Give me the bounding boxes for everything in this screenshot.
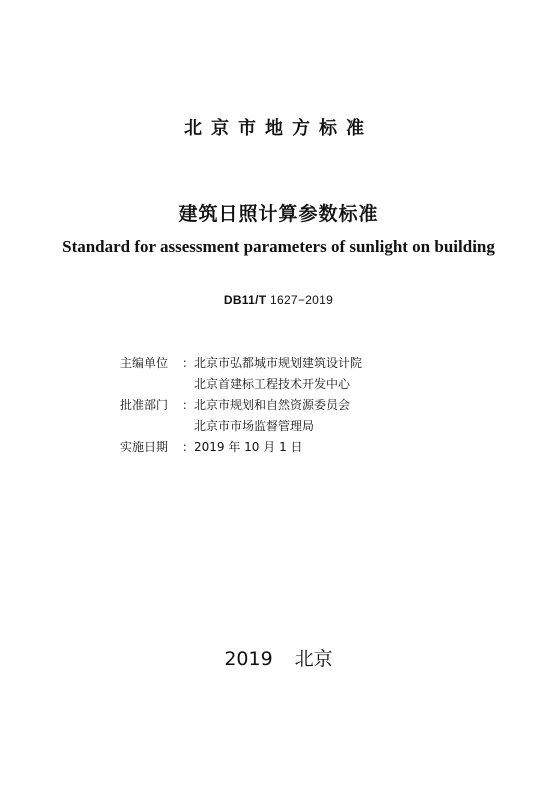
standard-title-english: Standard for assessment parameters of sunlight on building	[62, 237, 495, 256]
approver-value-2: 北京市市场监督管理局	[194, 419, 315, 433]
date-values	[194, 437, 303, 458]
editor-colon: ：	[182, 356, 195, 370]
approver-label: 批准部门	[120, 398, 169, 412]
editor-label: 主编单位	[120, 356, 169, 370]
approver-value-1: 北京市规划和自然资源委员会	[194, 398, 351, 412]
editor-values	[194, 353, 362, 395]
footer-year: 2019	[224, 648, 273, 670]
approver-row	[120, 395, 440, 437]
approver-colon: ：	[182, 398, 195, 412]
editor-value-2: 北京首建标工程技术开发中心	[194, 377, 351, 391]
standard-title-chinese: 建筑日照计算参数标准	[178, 203, 379, 225]
date-label: 实施日期	[120, 440, 169, 454]
date-colon: ：	[182, 440, 195, 454]
editor-value-1: 北京市弘都城市规划建筑设计院	[194, 356, 363, 370]
date-row	[120, 437, 440, 458]
standard-number-prefix: DB11/T	[223, 293, 267, 307]
date-value: 2019 年 10 月 1 日	[194, 440, 303, 454]
footer-city: 北京	[294, 648, 333, 670]
publication-footer	[0, 644, 557, 671]
approver-values	[194, 395, 350, 437]
editor-row	[120, 353, 440, 395]
standard-number	[0, 293, 557, 307]
publication-info	[120, 353, 440, 458]
issuing-authority-title: 北京市地方标准	[184, 118, 373, 139]
standard-number-body: 1627−2019	[270, 293, 334, 307]
